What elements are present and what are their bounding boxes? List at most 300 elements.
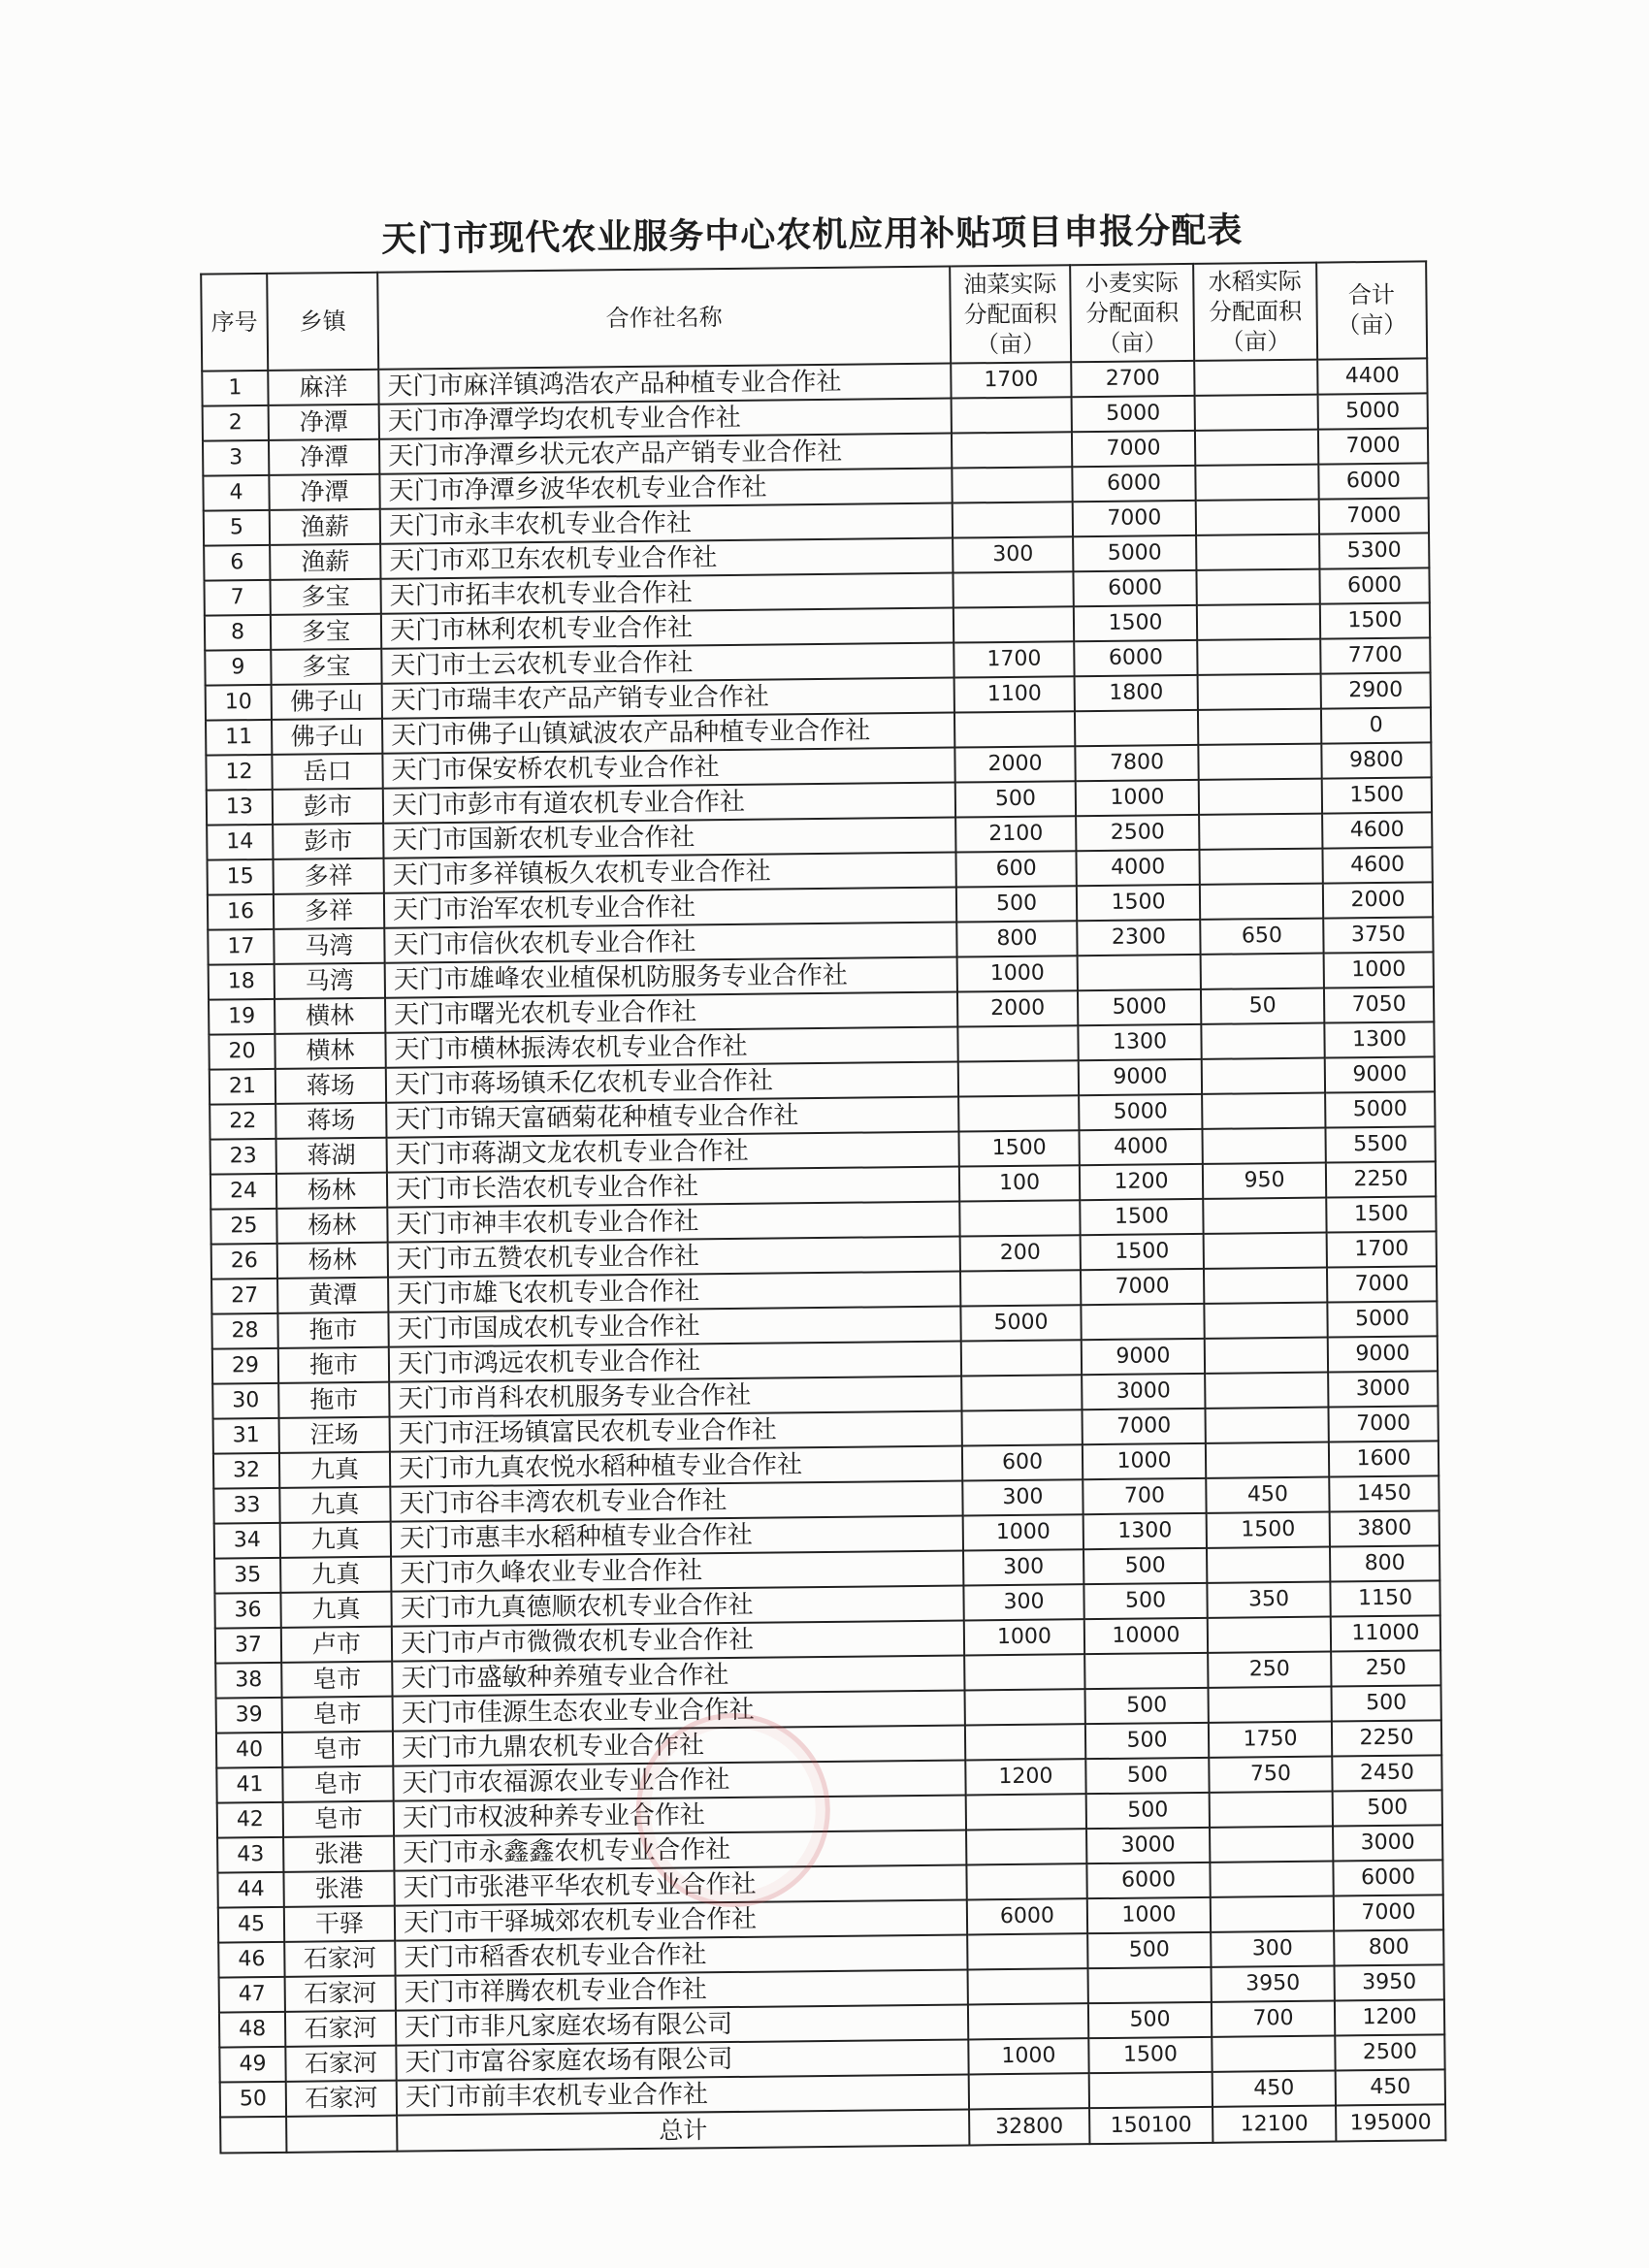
town-cell: 皂市 xyxy=(283,1801,394,1837)
document-sheet xyxy=(200,206,1445,2154)
rapeseed-area-cell xyxy=(966,1829,1086,1864)
serial-cell: 23 xyxy=(210,1139,276,1175)
wheat-area-cell: 1500 xyxy=(1074,605,1197,641)
wheat-area-cell: 9000 xyxy=(1082,1339,1205,1375)
table-header xyxy=(201,261,1427,371)
total-area-cell: 7000 xyxy=(1328,1406,1438,1442)
rice-area-cell xyxy=(1210,1862,1333,1897)
total-area-cell: 6000 xyxy=(1319,567,1429,603)
rapeseed-area-cell: 2100 xyxy=(955,816,1076,852)
wheat-area-cell: 1800 xyxy=(1075,675,1198,711)
header-row xyxy=(201,261,1427,371)
town-cell: 九真 xyxy=(280,1557,391,1593)
total-area-cell: 3000 xyxy=(1333,1825,1442,1861)
serial-cell: 27 xyxy=(211,1279,277,1314)
cooperative-name-cell: 天门市佳源生态农业专业合作社 xyxy=(393,1690,965,1731)
wheat-area-cell: 1000 xyxy=(1087,1897,1211,1933)
serial-cell: 13 xyxy=(207,790,273,826)
serial-cell: 21 xyxy=(210,1069,275,1105)
cooperative-name-cell: 天门市净潭乡波华农机专业合作社 xyxy=(379,469,952,509)
total-area-cell: 500 xyxy=(1333,1790,1442,1826)
rapeseed-area-cell: 1700 xyxy=(951,362,1071,398)
rice-area-cell: 50 xyxy=(1201,988,1324,1024)
cooperative-name-cell: 天门市彭市有道农机专业合作社 xyxy=(383,783,955,824)
serial-cell: 22 xyxy=(210,1104,275,1140)
serial-cell: 3 xyxy=(203,440,269,476)
cooperative-name-cell: 天门市雄峰农业植保机防服务专业合作社 xyxy=(385,957,957,998)
cooperative-name-cell: 天门市神丰农机专业合作社 xyxy=(387,1202,959,1243)
cooperative-name-cell: 天门市汪场镇富民农机专业合作社 xyxy=(390,1411,962,1452)
rapeseed-area-cell xyxy=(954,606,1074,642)
town-cell: 多宝 xyxy=(271,614,381,650)
total-area-cell: 1200 xyxy=(1335,1999,1444,2035)
rice-area-cell xyxy=(1197,604,1320,640)
town-cell: 杨林 xyxy=(276,1173,387,1209)
cooperative-name-cell: 天门市卢市微微农机专业合作社 xyxy=(392,1620,964,1661)
rapeseed-area-cell: 2000 xyxy=(954,746,1075,782)
wheat-area-cell xyxy=(1075,710,1198,746)
cooperative-name-cell: 天门市稻香农机专业合作社 xyxy=(395,1934,967,1975)
town-cell: 卢市 xyxy=(281,1627,392,1663)
total-area-cell: 5000 xyxy=(1318,393,1428,429)
serial-cell: 44 xyxy=(217,1872,283,1908)
wheat-area-cell: 7800 xyxy=(1075,745,1198,781)
town-cell: 皂市 xyxy=(282,1697,393,1733)
serial-cell: 49 xyxy=(219,2047,285,2083)
rapeseed-area-cell: 1700 xyxy=(954,641,1074,677)
town-cell: 皂市 xyxy=(281,1662,392,1698)
wheat-area-cell xyxy=(1081,1304,1204,1340)
serial-cell: 39 xyxy=(216,1698,282,1733)
rice-area-cell xyxy=(1205,1373,1328,1409)
town-cell: 黄潭 xyxy=(277,1278,388,1313)
total-area-cell: 1700 xyxy=(1327,1231,1437,1267)
total-area-cell: 3800 xyxy=(1330,1510,1439,1546)
rapeseed-area-cell xyxy=(965,1724,1085,1760)
rice-area-cell xyxy=(1204,1233,1327,1269)
town-cell: 九真 xyxy=(280,1592,391,1628)
rapeseed-area-cell: 300 xyxy=(963,1549,1083,1585)
rice-area-cell xyxy=(1198,709,1321,745)
rice-area-cell xyxy=(1207,1547,1330,1583)
rice-area-cell xyxy=(1204,1303,1327,1339)
cooperative-name-cell: 天门市长浩农机专业合作社 xyxy=(387,1167,959,1208)
serial-cell: 34 xyxy=(214,1523,280,1559)
rice-area-cell xyxy=(1199,849,1322,885)
rapeseed-area-cell: 600 xyxy=(955,851,1076,887)
rapeseed-area-cell xyxy=(962,1409,1083,1445)
wheat-area-cell: 500 xyxy=(1087,1932,1211,1968)
town-cell: 净潭 xyxy=(269,405,379,440)
rice-area-cell xyxy=(1195,465,1318,501)
cooperative-name-cell: 天门市蒋场镇禾亿农机专业合作社 xyxy=(386,1062,958,1103)
wheat-area-cell: 1200 xyxy=(1080,1164,1203,1200)
serial-cell: 31 xyxy=(213,1418,279,1454)
wheat-area-cell: 500 xyxy=(1083,1548,1207,1584)
rapeseed-area-cell xyxy=(960,1270,1081,1306)
total-area-cell: 7000 xyxy=(1318,428,1428,464)
cooperative-name-cell: 天门市佛子山镇斌波农产品种植专业合作社 xyxy=(382,713,954,754)
rapeseed-area-cell xyxy=(953,571,1073,607)
total-area-cell: 5500 xyxy=(1325,1126,1435,1162)
document-title: 天门市现代农业服务中心农机应用补贴项目申报分配表 xyxy=(381,211,1244,260)
town-cell: 多宝 xyxy=(270,579,380,615)
cooperative-name-cell: 天门市蒋湖文龙农机专业合作社 xyxy=(387,1132,959,1173)
cooperative-name-cell: 天门市谷丰湾农机专业合作社 xyxy=(390,1481,962,1522)
serial-cell: 11 xyxy=(206,720,272,756)
cooperative-name-cell: 天门市肖科农机服务专业合作社 xyxy=(389,1377,961,1417)
cooperative-name-cell: 天门市林利农机专业合作社 xyxy=(381,608,954,649)
rapeseed-area-cell: 5000 xyxy=(960,1305,1081,1341)
total-area-cell: 3750 xyxy=(1323,917,1433,953)
cooperative-name-cell: 天门市多祥镇板久农机专业合作社 xyxy=(384,853,956,893)
wheat-area-cell: 700 xyxy=(1083,1478,1206,1514)
cooperative-name-cell: 天门市盛敏种养殖专业合作社 xyxy=(392,1655,964,1696)
cooperative-name-cell: 天门市永鑫鑫农机专业合作社 xyxy=(394,1830,966,1870)
rapeseed-area-cell xyxy=(953,502,1073,537)
serial-cell: 29 xyxy=(212,1348,278,1384)
summary-serial-cell xyxy=(220,2117,286,2154)
header-wheat-area: 小麦实际 分配面积 （亩） xyxy=(1070,264,1194,362)
allocation-table xyxy=(200,260,1446,2154)
serial-cell: 37 xyxy=(215,1628,281,1664)
cooperative-name-cell: 天门市邓卫东农机专业合作社 xyxy=(380,538,953,579)
town-cell: 蒋湖 xyxy=(276,1138,387,1174)
wheat-area-cell: 500 xyxy=(1085,1723,1209,1759)
rapeseed-area-cell xyxy=(952,432,1072,468)
town-cell: 石家河 xyxy=(286,2081,397,2117)
total-area-cell: 11000 xyxy=(1331,1615,1440,1651)
serial-cell: 1 xyxy=(202,371,268,406)
serial-cell: 15 xyxy=(208,859,274,895)
rice-area-cell xyxy=(1203,1198,1326,1234)
serial-cell: 10 xyxy=(206,685,272,721)
rapeseed-area-cell xyxy=(958,1060,1079,1096)
total-area-cell: 1500 xyxy=(1320,602,1430,638)
serial-cell: 26 xyxy=(211,1244,277,1280)
wheat-area-cell: 6000 xyxy=(1074,640,1197,676)
rice-area-cell xyxy=(1211,1896,1334,1932)
rice-area-cell xyxy=(1205,1338,1328,1374)
rice-area-cell xyxy=(1195,395,1318,431)
rapeseed-area-cell: 2000 xyxy=(957,990,1078,1026)
wheat-area-cell: 7000 xyxy=(1081,1269,1204,1305)
total-area-cell: 4400 xyxy=(1317,358,1427,394)
town-cell: 杨林 xyxy=(276,1208,387,1244)
header-total-area: 合计 （亩） xyxy=(1316,261,1427,359)
serial-cell: 7 xyxy=(204,580,270,616)
town-cell: 九真 xyxy=(280,1522,391,1558)
total-area-cell: 5000 xyxy=(1327,1301,1437,1337)
total-area-cell: 450 xyxy=(1336,2069,1445,2105)
rapeseed-area-cell xyxy=(964,1654,1084,1690)
wheat-area-cell: 500 xyxy=(1086,1793,1210,1829)
serial-cell: 2 xyxy=(203,405,269,441)
rapeseed-area-cell xyxy=(967,1933,1087,1969)
rice-area-cell: 300 xyxy=(1211,1931,1334,1967)
rapeseed-area-cell: 300 xyxy=(963,1584,1083,1620)
serial-cell: 12 xyxy=(206,755,272,791)
town-cell: 多宝 xyxy=(271,649,381,685)
total-area-cell: 4600 xyxy=(1322,847,1432,883)
serial-cell: 8 xyxy=(205,615,271,651)
cooperative-name-cell: 天门市权波种养专业合作社 xyxy=(394,1795,966,1835)
rapeseed-area-cell: 500 xyxy=(956,886,1077,922)
serial-cell: 25 xyxy=(210,1209,276,1245)
cooperative-name-cell: 天门市干驿城郊农机专业合作社 xyxy=(395,1899,967,1940)
rice-area-cell: 950 xyxy=(1203,1163,1326,1199)
wheat-area-cell: 2500 xyxy=(1076,815,1199,851)
serial-cell: 30 xyxy=(212,1383,278,1419)
rice-area-cell xyxy=(1198,744,1321,780)
total-area-cell: 7000 xyxy=(1327,1266,1437,1302)
town-cell: 杨林 xyxy=(277,1243,388,1279)
rice-area-cell xyxy=(1199,814,1322,850)
wheat-area-cell: 2700 xyxy=(1071,361,1194,397)
cooperative-name-cell: 天门市五赞农机专业合作社 xyxy=(388,1237,960,1278)
rice-area-cell xyxy=(1210,1827,1333,1863)
serial-cell: 35 xyxy=(214,1558,280,1594)
town-cell: 汪场 xyxy=(279,1417,390,1453)
wheat-area-cell xyxy=(1089,2072,1212,2108)
serial-cell: 33 xyxy=(213,1488,279,1524)
wheat-area-cell: 1000 xyxy=(1083,1443,1206,1479)
rice-area-cell: 1750 xyxy=(1209,1722,1332,1758)
cooperative-name-cell: 天门市惠丰水稻种植专业合作社 xyxy=(391,1515,963,1556)
serial-cell: 42 xyxy=(217,1802,283,1838)
serial-cell: 28 xyxy=(211,1313,277,1349)
rapeseed-area-cell: 1000 xyxy=(964,1619,1084,1655)
rapeseed-area-cell: 300 xyxy=(953,536,1073,572)
rapeseed-area-cell: 500 xyxy=(955,781,1076,817)
cooperative-name-cell: 天门市九鼎农机专业合作社 xyxy=(393,1725,965,1766)
wheat-area-cell: 3000 xyxy=(1086,1828,1210,1863)
wheat-area-cell xyxy=(1078,955,1201,990)
town-cell: 岳口 xyxy=(272,754,382,790)
rice-area-cell xyxy=(1201,954,1324,989)
rapeseed-area-cell: 6000 xyxy=(967,1898,1087,1934)
serial-cell: 32 xyxy=(213,1453,279,1489)
town-cell: 蒋场 xyxy=(275,1103,386,1139)
total-area-cell: 9000 xyxy=(1325,1056,1435,1092)
rice-area-cell xyxy=(1201,1023,1324,1059)
rice-area-cell xyxy=(1209,1687,1332,1723)
town-cell: 马湾 xyxy=(274,928,384,964)
cooperative-name-cell: 天门市曙光农机专业合作社 xyxy=(385,992,957,1033)
cooperative-name-cell: 天门市非凡家庭农场有限公司 xyxy=(396,2004,968,2045)
town-cell: 马湾 xyxy=(275,963,385,999)
total-area-cell: 7050 xyxy=(1324,987,1434,1022)
rice-area-cell xyxy=(1196,500,1319,535)
wheat-area-cell: 1500 xyxy=(1081,1234,1204,1270)
wheat-area-cell: 5000 xyxy=(1072,396,1195,432)
rapeseed-area-cell xyxy=(952,467,1072,502)
total-area-cell: 6000 xyxy=(1333,1860,1442,1895)
rapeseed-area-cell xyxy=(966,1863,1086,1899)
town-cell: 九真 xyxy=(279,1487,390,1523)
rapeseed-area-cell: 300 xyxy=(962,1479,1083,1515)
rice-area-cell: 450 xyxy=(1212,2071,1336,2107)
wheat-area-cell: 1500 xyxy=(1077,885,1200,921)
total-area-cell: 1450 xyxy=(1329,1475,1439,1511)
wheat-area-cell: 7000 xyxy=(1072,431,1195,467)
serial-cell: 40 xyxy=(216,1733,282,1768)
wheat-area-cell: 4000 xyxy=(1076,850,1199,886)
header-rapeseed-area: 油菜实际 分配面积 （亩） xyxy=(950,265,1071,363)
wheat-area-cell: 1000 xyxy=(1076,780,1199,816)
wheat-area-cell: 9000 xyxy=(1079,1059,1202,1095)
total-area-cell: 3000 xyxy=(1328,1371,1438,1407)
town-cell: 净潭 xyxy=(269,474,379,510)
total-area-cell: 800 xyxy=(1330,1545,1439,1581)
total-area-cell: 2500 xyxy=(1335,2034,1444,2070)
town-cell: 皂市 xyxy=(282,1732,393,1767)
town-cell: 净潭 xyxy=(269,439,379,475)
total-area-cell: 2900 xyxy=(1321,672,1431,708)
rice-area-cell xyxy=(1204,1268,1327,1304)
town-cell: 多祥 xyxy=(274,859,384,894)
total-area-cell: 1500 xyxy=(1326,1196,1436,1232)
cooperative-name-cell: 天门市麻洋镇鸿浩农产品种植专业合作社 xyxy=(378,364,951,405)
town-cell: 多祥 xyxy=(274,893,384,929)
serial-cell: 41 xyxy=(216,1767,282,1803)
rapeseed-area-cell xyxy=(968,1968,1088,2004)
town-cell: 蒋场 xyxy=(275,1068,386,1104)
wheat-area-cell: 6000 xyxy=(1072,466,1195,502)
total-area-cell: 1000 xyxy=(1324,952,1434,988)
wheat-area-cell: 1300 xyxy=(1078,1024,1201,1060)
cooperative-name-cell: 天门市国新农机专业合作社 xyxy=(383,818,955,859)
town-cell: 麻洋 xyxy=(268,370,378,405)
rice-area-cell xyxy=(1202,1128,1325,1164)
town-cell: 佛子山 xyxy=(272,684,382,720)
wheat-area-cell: 500 xyxy=(1083,1583,1207,1619)
town-cell: 渔薪 xyxy=(270,509,380,545)
total-area-cell: 5000 xyxy=(1325,1091,1435,1127)
rice-area-cell: 350 xyxy=(1207,1582,1330,1618)
table-body xyxy=(202,358,1445,2117)
cooperative-name-cell: 天门市士云农机专业合作社 xyxy=(381,643,954,684)
cooperative-name-cell: 天门市九真农悦水稻种植专业合作社 xyxy=(390,1446,962,1487)
rice-area-cell xyxy=(1206,1442,1329,1478)
rice-area-cell: 450 xyxy=(1206,1477,1329,1513)
wheat-area-cell: 5000 xyxy=(1079,1094,1202,1130)
rapeseed-area-cell xyxy=(969,2073,1089,2109)
rapeseed-area-cell: 100 xyxy=(959,1165,1080,1201)
wheat-area-cell: 2300 xyxy=(1077,920,1200,956)
total-area-cell: 1150 xyxy=(1330,1580,1439,1616)
rapeseed-area-cell xyxy=(952,397,1072,433)
serial-cell: 36 xyxy=(214,1593,280,1629)
rice-area-cell xyxy=(1200,884,1323,920)
town-cell: 佛子山 xyxy=(272,719,382,755)
header-serial: 序号 xyxy=(201,274,268,372)
rice-area-cell xyxy=(1196,569,1319,605)
wheat-area-cell: 7000 xyxy=(1073,501,1196,536)
wheat-area-cell: 6000 xyxy=(1086,1863,1210,1898)
header-rice-area: 水稻实际 分配面积 （亩） xyxy=(1193,263,1317,361)
total-area-cell: 5300 xyxy=(1319,533,1429,568)
town-cell: 彭市 xyxy=(273,789,383,825)
rice-area-cell: 1500 xyxy=(1207,1512,1330,1548)
rice-area-cell: 750 xyxy=(1209,1757,1332,1793)
total-area-cell: 500 xyxy=(1331,1685,1440,1721)
cooperative-name-cell: 天门市瑞丰农产品产销专业合作社 xyxy=(382,678,954,719)
rapeseed-area-cell xyxy=(968,2003,1088,2039)
town-cell: 拖市 xyxy=(278,1382,389,1418)
total-area-cell: 7000 xyxy=(1334,1895,1443,1930)
cooperative-name-cell: 天门市横林振涛农机专业合作社 xyxy=(385,1027,957,1068)
summary-label: 总计 xyxy=(397,2109,969,2151)
total-area-cell: 1500 xyxy=(1322,777,1432,813)
serial-cell: 17 xyxy=(208,929,274,965)
cooperative-name-cell: 天门市锦天富硒菊花种植专业合作社 xyxy=(386,1097,958,1138)
serial-cell: 38 xyxy=(215,1663,281,1699)
header-cooperative-name: 合作社名称 xyxy=(377,267,951,370)
wheat-area-cell: 4000 xyxy=(1079,1129,1202,1165)
cooperative-name-cell: 天门市净潭乡状元农产品产销专业合作社 xyxy=(379,434,952,474)
rapeseed-area-cell xyxy=(966,1794,1086,1830)
rapeseed-area-cell xyxy=(954,711,1075,747)
serial-cell: 4 xyxy=(203,475,269,511)
serial-cell: 47 xyxy=(219,1977,285,2013)
serial-cell: 6 xyxy=(204,545,270,581)
wheat-area-cell: 7000 xyxy=(1082,1409,1205,1444)
rapeseed-area-cell xyxy=(957,1025,1078,1061)
serial-cell: 14 xyxy=(207,825,273,860)
cooperative-name-cell: 天门市张港平华农机专业合作社 xyxy=(394,1864,966,1905)
total-area-cell: 800 xyxy=(1334,1929,1443,1965)
total-area-cell: 2450 xyxy=(1332,1755,1441,1791)
wheat-area-cell xyxy=(1084,1653,1208,1689)
wheat-area-cell: 3000 xyxy=(1082,1374,1205,1409)
total-area-cell: 9800 xyxy=(1321,742,1431,778)
rice-area-cell xyxy=(1198,674,1321,710)
rice-area-cell xyxy=(1205,1408,1328,1443)
wheat-area-cell: 10000 xyxy=(1084,1618,1208,1654)
cooperative-name-cell: 天门市雄飞农机专业合作社 xyxy=(388,1272,960,1312)
wheat-area-cell: 1500 xyxy=(1088,2037,1212,2073)
cooperative-name-cell: 天门市信伙农机专业合作社 xyxy=(384,923,956,963)
cooperative-name-cell: 天门市农福源农业专业合作社 xyxy=(393,1760,965,1800)
serial-cell: 45 xyxy=(218,1907,284,1943)
rapeseed-area-cell: 200 xyxy=(960,1235,1081,1271)
town-cell: 石家河 xyxy=(285,2046,396,2082)
total-area-cell: 2000 xyxy=(1323,882,1433,918)
rice-area-cell xyxy=(1208,1617,1331,1653)
rice-area-cell xyxy=(1194,360,1317,396)
summary-town-cell xyxy=(286,2116,397,2153)
rice-area-cell: 250 xyxy=(1208,1652,1331,1688)
town-cell: 横林 xyxy=(275,998,385,1034)
total-area-cell: 1300 xyxy=(1324,1021,1434,1057)
wheat-area-cell: 1500 xyxy=(1080,1199,1203,1235)
rice-area-cell xyxy=(1202,1058,1325,1094)
town-cell: 石家河 xyxy=(285,2011,396,2047)
serial-cell: 46 xyxy=(218,1942,284,1978)
rapeseed-area-cell xyxy=(965,1689,1085,1725)
serial-cell: 9 xyxy=(205,650,271,686)
total-area-cell: 4600 xyxy=(1322,812,1432,848)
total-area-cell: 3950 xyxy=(1335,1964,1444,2000)
summary-rice-area: 12100 xyxy=(1212,2106,1336,2143)
town-cell: 张港 xyxy=(283,1871,394,1907)
total-area-cell: 250 xyxy=(1331,1650,1440,1686)
cooperative-name-cell: 天门市永丰农机专业合作社 xyxy=(380,503,953,544)
serial-cell: 43 xyxy=(217,1837,283,1873)
wheat-area-cell: 500 xyxy=(1088,2002,1212,2038)
total-area-cell: 1600 xyxy=(1329,1441,1439,1476)
